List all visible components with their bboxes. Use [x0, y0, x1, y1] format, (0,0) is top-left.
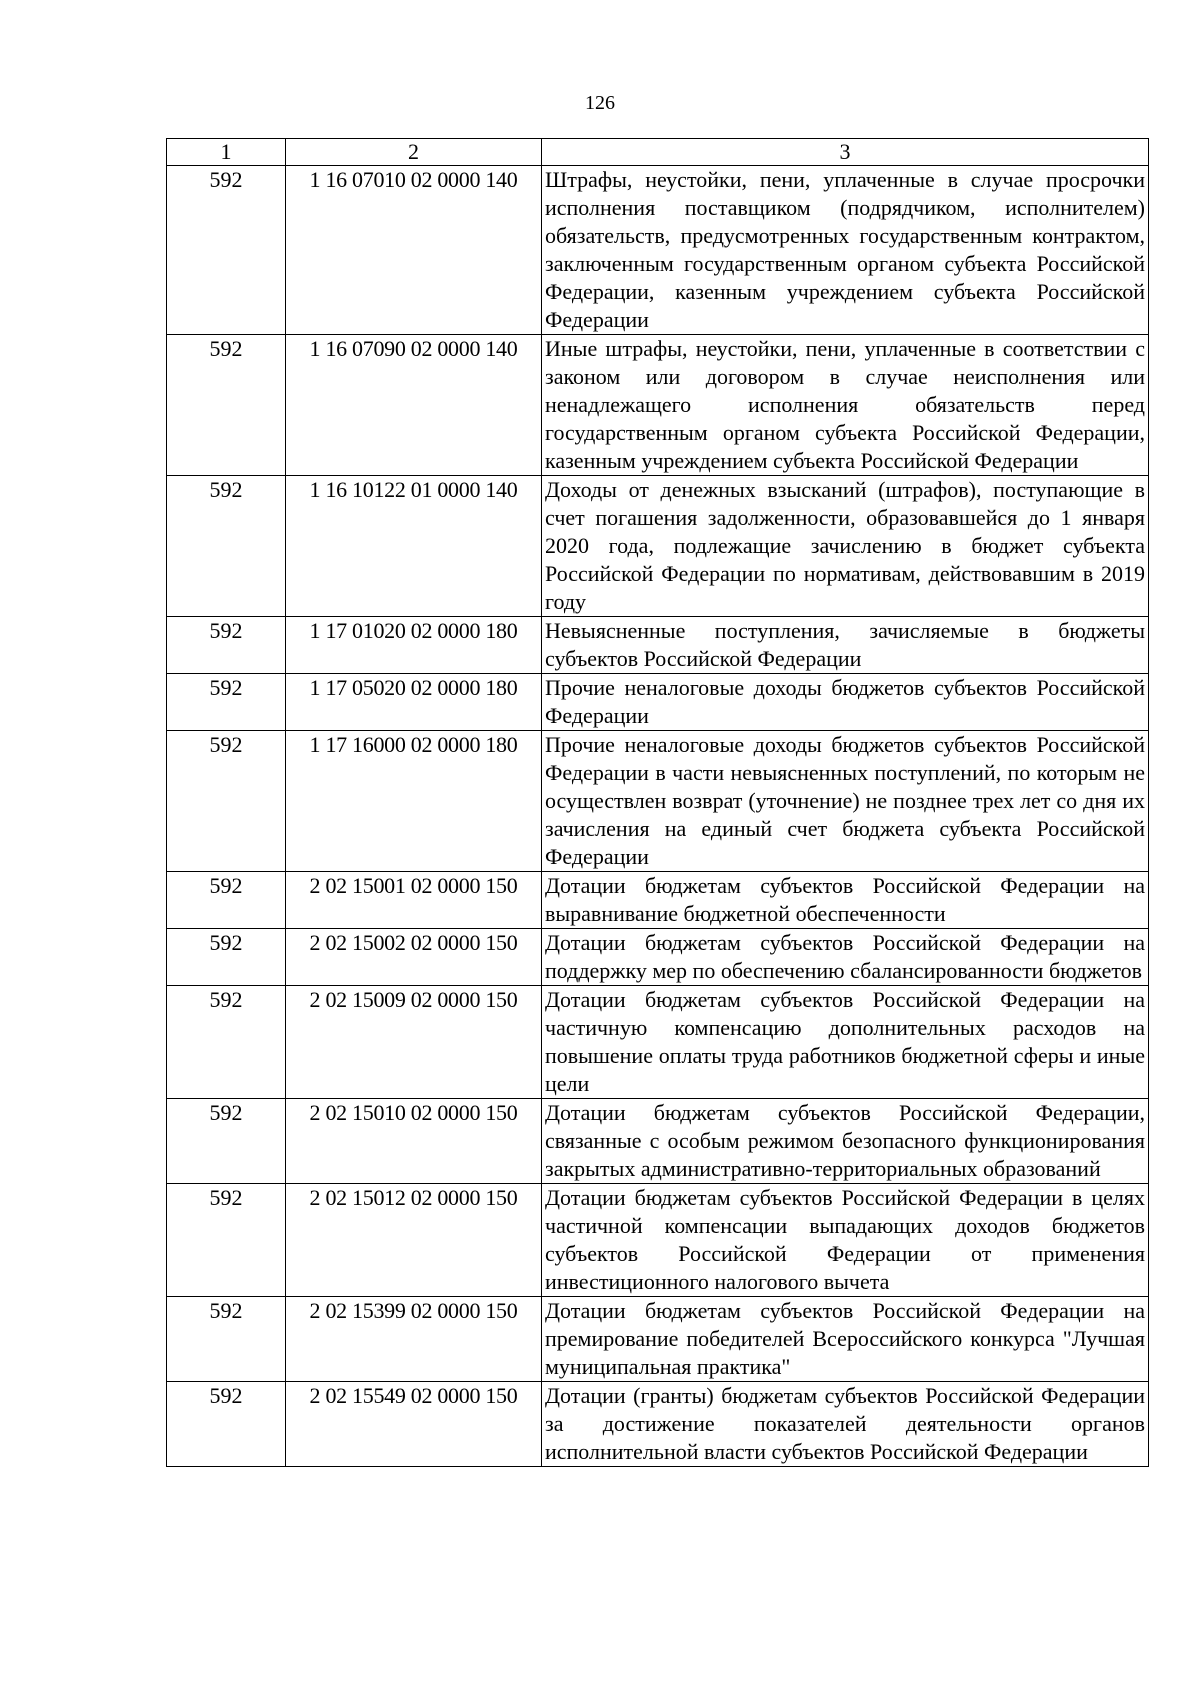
column-header-2: 2: [286, 139, 542, 166]
table-row: [167, 166, 1149, 335]
admin-code: 592: [167, 476, 286, 617]
admin-code: 592: [167, 986, 286, 1099]
revenue-description: Дотации бюджетам субъектов Российской Федерации в целях частичной компенсации выпадающих доходов бюджетов субъектов Российской Федерации от применения инвестиционного налогового вычета: [542, 1184, 1149, 1297]
revenue-description: Дотации бюджетам субъектов Российской Федерации, связанные с особым режимом безопасного функционирования закрытых административно-территориальных образований: [542, 1099, 1149, 1184]
table-row: [167, 1184, 1149, 1297]
table-row: [167, 335, 1149, 476]
revenue-description: Дотации (гранты) бюджетам субъектов Российской Федерации за достижение показателей деятельности органов исполнительной власти субъектов Российской Федерации: [542, 1382, 1149, 1467]
admin-code: 592: [167, 872, 286, 929]
revenue-description: Доходы от денежных взысканий (штрафов), поступающие в счет погашения задолженности, образовавшейся до 1 января 2020 года, подлежащие зачислению в бюджет субъекта Российской Федерации по нормативам, действовавшим в 2019 году: [542, 476, 1149, 617]
admin-code: 592: [167, 1099, 286, 1184]
admin-code: 592: [167, 166, 286, 335]
admin-code: 592: [167, 731, 286, 872]
table-row: [167, 929, 1149, 986]
revenue-description: Прочие неналоговые доходы бюджетов субъектов Российской Федерации в части невыясненных поступлений, по которым не осуществлен возврат (уточнение) не позднее трех лет со дня их зачисления на единый счет бюджета субъекта Российской Федерации: [542, 731, 1149, 872]
admin-code: 592: [167, 1382, 286, 1467]
table-row: [167, 872, 1149, 929]
revenue-description: Дотации бюджетам субъектов Российской Федерации на премирование победителей Всероссийского конкурса "Лучшая муниципальная практика": [542, 1297, 1149, 1382]
budget-revenue-table: [166, 138, 1149, 1467]
revenue-description: Невыясненные поступления, зачисляемые в бюджеты субъектов Российской Федерации: [542, 617, 1149, 674]
admin-code: 592: [167, 335, 286, 476]
revenue-description: Дотации бюджетам субъектов Российской Федерации на частичную компенсацию дополнительных расходов на повышение оплаты труда работников бюджетной сферы и иные цели: [542, 986, 1149, 1099]
revenue-description: Дотации бюджетам субъектов Российской Федерации на выравнивание бюджетной обеспеченности: [542, 872, 1149, 929]
revenue-code: 2 02 15399 02 0000 150: [286, 1297, 542, 1382]
revenue-description: Дотации бюджетам субъектов Российской Федерации на поддержку мер по обеспечению сбалансированности бюджетов: [542, 929, 1149, 986]
revenue-code: 2 02 15012 02 0000 150: [286, 1184, 542, 1297]
table-row: [167, 1382, 1149, 1467]
revenue-code: 1 17 01020 02 0000 180: [286, 617, 542, 674]
revenue-code: 2 02 15549 02 0000 150: [286, 1382, 542, 1467]
revenue-code: 2 02 15009 02 0000 150: [286, 986, 542, 1099]
table-row: [167, 674, 1149, 731]
table-row: [167, 1297, 1149, 1382]
page-number: 126: [585, 92, 615, 114]
revenue-code: 2 02 15001 02 0000 150: [286, 872, 542, 929]
revenue-description: Прочие неналоговые доходы бюджетов субъектов Российской Федерации: [542, 674, 1149, 731]
table-row: [167, 731, 1149, 872]
table-row: [167, 476, 1149, 617]
revenue-description: Иные штрафы, неустойки, пени, уплаченные в соответствии с законом или договором в случае неисполнения или ненадлежащего исполнения обязательств перед государственным органом субъекта Российской Федерации, казенным учреждением субъекта Российской Федерации: [542, 335, 1149, 476]
admin-code: 592: [167, 1184, 286, 1297]
table-header-row: [167, 139, 1149, 166]
table-row: [167, 986, 1149, 1099]
admin-code: 592: [167, 617, 286, 674]
revenue-code: 1 17 16000 02 0000 180: [286, 731, 542, 872]
admin-code: 592: [167, 674, 286, 731]
table-row: [167, 1099, 1149, 1184]
revenue-code: 1 16 07010 02 0000 140: [286, 166, 542, 335]
column-header-3: 3: [542, 139, 1149, 166]
admin-code: 592: [167, 1297, 286, 1382]
revenue-code: 1 17 05020 02 0000 180: [286, 674, 542, 731]
revenue-code: 1 16 10122 01 0000 140: [286, 476, 542, 617]
revenue-code: 2 02 15002 02 0000 150: [286, 929, 542, 986]
table-row: [167, 617, 1149, 674]
revenue-description: Штрафы, неустойки, пени, уплаченные в случае просрочки исполнения поставщиком (подрядчиком, исполнителем) обязательств, предусмотренных государственным контрактом, заключенным государственным органом субъекта Российской Федерации, казенным учреждением субъекта Российской Федерации: [542, 166, 1149, 335]
revenue-code: 2 02 15010 02 0000 150: [286, 1099, 542, 1184]
revenue-code: 1 16 07090 02 0000 140: [286, 335, 542, 476]
admin-code: 592: [167, 929, 286, 986]
column-header-1: 1: [167, 139, 286, 166]
